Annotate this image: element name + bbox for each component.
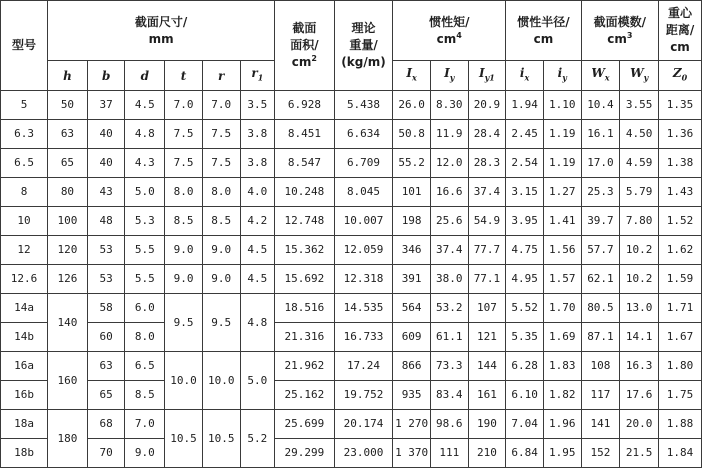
symbol-r1: $r_1$ — [240, 61, 275, 91]
cell-b: 63 — [87, 352, 125, 381]
cell-Iy1: 28.4 — [468, 120, 506, 149]
cell-r: 7.5 — [202, 149, 240, 178]
table-row — [1, 323, 702, 352]
cell-ix: 3.15 — [506, 178, 544, 207]
symbol-ix: $i_x$ — [506, 61, 544, 91]
header-area-line1: 截面 — [292, 21, 317, 35]
cell-b: 70 — [87, 439, 125, 468]
cell-h: 140 — [48, 294, 88, 352]
cell-r1: 4.5 — [240, 265, 275, 294]
header-row-top — [1, 1, 702, 61]
cell-r1: 4.5 — [240, 236, 275, 265]
cell-h: 126 — [48, 265, 88, 294]
cell-Iy: 11.9 — [430, 120, 468, 149]
symbol-Wx: $W_x$ — [581, 61, 620, 91]
table-row — [1, 236, 702, 265]
cell-model: 10 — [1, 207, 48, 236]
symbol-h: h — [48, 61, 88, 91]
header-area — [275, 1, 335, 91]
cell-iy: 1.83 — [543, 352, 581, 381]
cell-h: 120 — [48, 236, 88, 265]
cell-ix: 2.54 — [506, 149, 544, 178]
cell-d: 5.0 — [125, 178, 165, 207]
cell-Wy: 16.3 — [620, 352, 659, 381]
table-row — [1, 294, 702, 323]
header-modulus-line2: $cm^3$ — [607, 30, 633, 46]
symbol-b: b — [87, 61, 125, 91]
cell-Wy: 17.6 — [620, 381, 659, 410]
cell-model: 12.6 — [1, 265, 48, 294]
cell-Iy1: 121 — [468, 323, 506, 352]
cell-iy: 1.69 — [543, 323, 581, 352]
cell-Ix: 346 — [393, 236, 431, 265]
cell-iy: 1.27 — [543, 178, 581, 207]
cell-iy: 1.82 — [543, 381, 581, 410]
cell-h: 180 — [48, 410, 88, 468]
cell-weight: 10.007 — [334, 207, 393, 236]
cell-Wx: 17.0 — [581, 149, 620, 178]
cell-b: 37 — [87, 91, 125, 120]
cell-Iy: 53.2 — [430, 294, 468, 323]
cell-Iy1: 37.4 — [468, 178, 506, 207]
cell-h: 80 — [48, 178, 88, 207]
table-row — [1, 207, 702, 236]
cell-model: 5 — [1, 91, 48, 120]
cell-b: 65 — [87, 381, 125, 410]
symbol-Z0: $Z_0$ — [659, 61, 702, 91]
cell-Wx: 87.1 — [581, 323, 620, 352]
cell-h: 63 — [48, 120, 88, 149]
cell-Wy: 4.59 — [620, 149, 659, 178]
cell-weight: 8.045 — [334, 178, 393, 207]
header-inertia-line1: 惯性矩/ — [429, 14, 470, 29]
cell-Wx: 152 — [581, 439, 620, 468]
cell-model: 16b — [1, 381, 48, 410]
header-area-line2: 面积/ — [290, 38, 319, 52]
cell-Wy: 14.1 — [620, 323, 659, 352]
cell-weight: 12.318 — [334, 265, 393, 294]
cell-Z0: 1.75 — [659, 381, 702, 410]
cell-ix: 1.94 — [506, 91, 544, 120]
cell-model: 12 — [1, 236, 48, 265]
cell-b: 60 — [87, 323, 125, 352]
cell-area: 21.316 — [275, 323, 335, 352]
cell-Ix: 564 — [393, 294, 431, 323]
header-radius-line2: cm — [533, 31, 554, 46]
cell-model: 18a — [1, 410, 48, 439]
cell-r: 9.5 — [202, 294, 240, 352]
cell-weight: 20.174 — [334, 410, 393, 439]
cell-r: 10.5 — [202, 410, 240, 468]
cell-r: 8.0 — [202, 178, 240, 207]
cell-d: 7.0 — [125, 410, 165, 439]
cell-Z0: 1.71 — [659, 294, 702, 323]
cell-weight: 17.24 — [334, 352, 393, 381]
cell-Iy: 25.6 — [430, 207, 468, 236]
cell-iy: 1.41 — [543, 207, 581, 236]
cell-ix: 3.95 — [506, 207, 544, 236]
cell-Ix: 55.2 — [393, 149, 431, 178]
cell-h: 100 — [48, 207, 88, 236]
cell-t: 10.5 — [165, 410, 203, 468]
cell-Iy1: 210 — [468, 439, 506, 468]
cell-area: 21.962 — [275, 352, 335, 381]
cell-t: 10.0 — [165, 352, 203, 410]
cell-Wx: 39.7 — [581, 207, 620, 236]
header-modulus-sup: 3 — [626, 30, 633, 40]
cell-model: 6.3 — [1, 120, 48, 149]
cell-Z0: 1.35 — [659, 91, 702, 120]
cell-Z0: 1.59 — [659, 265, 702, 294]
cell-Ix: 26.0 — [393, 91, 431, 120]
cell-r1: 5.2 — [240, 410, 275, 468]
cell-b: 53 — [87, 265, 125, 294]
cell-b: 58 — [87, 294, 125, 323]
cell-Wx: 80.5 — [581, 294, 620, 323]
cell-Iy: 37.4 — [430, 236, 468, 265]
cell-Iy1: 161 — [468, 381, 506, 410]
cell-model: 16a — [1, 352, 48, 381]
cell-d: 8.0 — [125, 323, 165, 352]
symbol-Iy1: $I_{y1}$ — [468, 61, 506, 91]
header-inertia — [393, 1, 506, 61]
cell-iy: 1.19 — [543, 120, 581, 149]
cell-weight: 6.709 — [334, 149, 393, 178]
cell-iy: 1.19 — [543, 149, 581, 178]
cell-Wy: 13.0 — [620, 294, 659, 323]
cell-Z0: 1.88 — [659, 410, 702, 439]
cell-Ix: 1 270 — [393, 410, 431, 439]
cell-Wy: 21.5 — [620, 439, 659, 468]
cell-Ix: 866 — [393, 352, 431, 381]
cell-b: 53 — [87, 236, 125, 265]
cell-r: 9.0 — [202, 236, 240, 265]
cell-ix: 6.84 — [506, 439, 544, 468]
header-weight-line1: 理论 — [351, 21, 376, 35]
cell-Wx: 62.1 — [581, 265, 620, 294]
cell-area: 18.516 — [275, 294, 335, 323]
cell-Wx: 57.7 — [581, 236, 620, 265]
cell-area: 25.699 — [275, 410, 335, 439]
cell-Iy: 8.30 — [430, 91, 468, 120]
cell-iy: 1.70 — [543, 294, 581, 323]
cell-Iy1: 28.3 — [468, 149, 506, 178]
table-row — [1, 178, 702, 207]
cell-Z0: 1.43 — [659, 178, 702, 207]
table-row — [1, 381, 702, 410]
cell-t: 9.0 — [165, 265, 203, 294]
cell-weight: 12.059 — [334, 236, 393, 265]
cell-iy: 1.95 — [543, 439, 581, 468]
cell-Ix: 609 — [393, 323, 431, 352]
cell-Z0: 1.52 — [659, 207, 702, 236]
cell-b: 48 — [87, 207, 125, 236]
cell-area: 8.547 — [275, 149, 335, 178]
cell-h: 65 — [48, 149, 88, 178]
header-inertia-sup: 4 — [456, 30, 462, 40]
cell-Ix: 198 — [393, 207, 431, 236]
cell-r: 7.5 — [202, 120, 240, 149]
cell-Iy1: 77.7 — [468, 236, 506, 265]
header-centroid-line3: cm — [670, 40, 690, 54]
cell-d: 4.5 — [125, 91, 165, 120]
cell-Wx: 16.1 — [581, 120, 620, 149]
cell-t: 9.0 — [165, 236, 203, 265]
cell-Ix: 50.8 — [393, 120, 431, 149]
cell-weight: 5.438 — [334, 91, 393, 120]
cell-Iy: 98.6 — [430, 410, 468, 439]
table-row — [1, 352, 702, 381]
cell-Iy1: 20.9 — [468, 91, 506, 120]
cell-h: 160 — [48, 352, 88, 410]
cell-Iy: 61.1 — [430, 323, 468, 352]
cell-b: 40 — [87, 120, 125, 149]
table-row — [1, 439, 702, 468]
cell-ix: 4.75 — [506, 236, 544, 265]
cell-weight: 19.752 — [334, 381, 393, 410]
cell-Z0: 1.67 — [659, 323, 702, 352]
symbol-r: r — [202, 61, 240, 91]
cell-ix: 6.10 — [506, 381, 544, 410]
table-row — [1, 149, 702, 178]
header-model: 型号 — [1, 1, 48, 91]
cell-ix: 5.52 — [506, 294, 544, 323]
table-row — [1, 91, 702, 120]
cell-weight: 14.535 — [334, 294, 393, 323]
cell-r: 7.0 — [202, 91, 240, 120]
cell-h: 50 — [48, 91, 88, 120]
symbol-t: t — [165, 61, 203, 91]
cell-Iy1: 54.9 — [468, 207, 506, 236]
cell-t: 7.5 — [165, 149, 203, 178]
cell-Ix: 101 — [393, 178, 431, 207]
cell-Z0: 1.38 — [659, 149, 702, 178]
cell-area: 25.162 — [275, 381, 335, 410]
cell-Wy: 20.0 — [620, 410, 659, 439]
cell-Iy: 73.3 — [430, 352, 468, 381]
cell-b: 40 — [87, 149, 125, 178]
cell-Wy: 10.2 — [620, 236, 659, 265]
cell-r: 8.5 — [202, 207, 240, 236]
cell-Wx: 25.3 — [581, 178, 620, 207]
symbol-iy: $i_y$ — [543, 61, 581, 91]
cell-Iy1: 107 — [468, 294, 506, 323]
cell-r1: 4.2 — [240, 207, 275, 236]
cell-iy: 1.56 — [543, 236, 581, 265]
header-area-line3: $cm^2$ — [291, 54, 317, 69]
cell-area: 15.362 — [275, 236, 335, 265]
cell-weight: 23.000 — [334, 439, 393, 468]
cell-Iy: 12.0 — [430, 149, 468, 178]
cell-Iy: 16.6 — [430, 178, 468, 207]
cell-b: 68 — [87, 410, 125, 439]
cell-d: 6.5 — [125, 352, 165, 381]
cell-Z0: 1.80 — [659, 352, 702, 381]
cell-d: 8.5 — [125, 381, 165, 410]
header-area-sup: 2 — [311, 54, 317, 63]
cell-r: 9.0 — [202, 265, 240, 294]
cell-d: 4.8 — [125, 120, 165, 149]
table-row — [1, 265, 702, 294]
cell-Iy: 111 — [430, 439, 468, 468]
cell-Wy: 5.79 — [620, 178, 659, 207]
cell-d: 5.5 — [125, 265, 165, 294]
symbol-d: d — [125, 61, 165, 91]
cell-iy: 1.96 — [543, 410, 581, 439]
header-section-size — [48, 1, 275, 61]
cell-r1: 5.0 — [240, 352, 275, 410]
header-centroid-line2: 距离/ — [665, 23, 695, 37]
cell-Z0: 1.84 — [659, 439, 702, 468]
cell-t: 8.5 — [165, 207, 203, 236]
cell-t: 7.0 — [165, 91, 203, 120]
cell-Wx: 117 — [581, 381, 620, 410]
header-inertia-line2: $cm^4$ — [436, 30, 462, 46]
cell-r1: 3.5 — [240, 91, 275, 120]
header-weight-line3: (kg/m) — [341, 55, 386, 69]
cell-area: 10.248 — [275, 178, 335, 207]
cell-d: 6.0 — [125, 294, 165, 323]
cell-model: 8 — [1, 178, 48, 207]
symbol-Ix: $I_x$ — [393, 61, 431, 91]
cell-iy: 1.57 — [543, 265, 581, 294]
cell-d: 9.0 — [125, 439, 165, 468]
cell-t: 9.5 — [165, 294, 203, 352]
cell-Wx: 141 — [581, 410, 620, 439]
cell-d: 5.5 — [125, 236, 165, 265]
header-centroid — [659, 1, 702, 61]
symbol-Wy: $W_y$ — [620, 61, 659, 91]
table-row — [1, 410, 702, 439]
cell-d: 4.3 — [125, 149, 165, 178]
cell-ix: 5.35 — [506, 323, 544, 352]
cell-model: 14b — [1, 323, 48, 352]
header-radius — [506, 1, 581, 61]
cell-iy: 1.10 — [543, 91, 581, 120]
cell-Wx: 108 — [581, 352, 620, 381]
cell-Wx: 10.4 — [581, 91, 620, 120]
header-radius-line1: 惯性半径/ — [517, 14, 570, 29]
cell-ix: 2.45 — [506, 120, 544, 149]
cell-Wy: 3.55 — [620, 91, 659, 120]
header-weight-line2: 重量/ — [349, 38, 378, 52]
cell-weight: 6.634 — [334, 120, 393, 149]
cell-Iy1: 77.1 — [468, 265, 506, 294]
cell-model: 6.5 — [1, 149, 48, 178]
table-row — [1, 120, 702, 149]
cell-r1: 4.8 — [240, 294, 275, 352]
cell-b: 43 — [87, 178, 125, 207]
cell-area: 15.692 — [275, 265, 335, 294]
cell-area: 6.928 — [275, 91, 335, 120]
cell-r1: 4.0 — [240, 178, 275, 207]
cell-Iy1: 190 — [468, 410, 506, 439]
cell-area: 12.748 — [275, 207, 335, 236]
cell-area: 29.299 — [275, 439, 335, 468]
header-modulus-line1: 截面模数/ — [593, 14, 646, 29]
header-weight — [334, 1, 393, 91]
symbol-Iy: $I_y$ — [430, 61, 468, 91]
cell-Ix: 1 370 — [393, 439, 431, 468]
header-section-size-line2: mm — [148, 31, 174, 46]
cell-d: 5.3 — [125, 207, 165, 236]
cell-r1: 3.8 — [240, 120, 275, 149]
cell-area: 8.451 — [275, 120, 335, 149]
cell-Z0: 1.36 — [659, 120, 702, 149]
cell-r1: 3.8 — [240, 149, 275, 178]
cell-t: 7.5 — [165, 120, 203, 149]
cell-Iy1: 144 — [468, 352, 506, 381]
cell-weight: 16.733 — [334, 323, 393, 352]
header-modulus — [581, 1, 658, 61]
cell-r: 10.0 — [202, 352, 240, 410]
cell-Z0: 1.62 — [659, 236, 702, 265]
cell-Iy: 83.4 — [430, 381, 468, 410]
cell-ix: 7.04 — [506, 410, 544, 439]
cell-Wy: 10.2 — [620, 265, 659, 294]
cell-Wy: 7.80 — [620, 207, 659, 236]
cell-Ix: 935 — [393, 381, 431, 410]
cell-model: 18b — [1, 439, 48, 468]
cell-ix: 4.95 — [506, 265, 544, 294]
cell-t: 8.0 — [165, 178, 203, 207]
cell-ix: 6.28 — [506, 352, 544, 381]
cell-Ix: 391 — [393, 265, 431, 294]
header-centroid-line1: 重心 — [668, 6, 693, 20]
header-section-size-line1: 截面尺寸/ — [134, 14, 188, 29]
cell-model: 14a — [1, 294, 48, 323]
cell-Iy: 38.0 — [430, 265, 468, 294]
cell-Wy: 4.50 — [620, 120, 659, 149]
